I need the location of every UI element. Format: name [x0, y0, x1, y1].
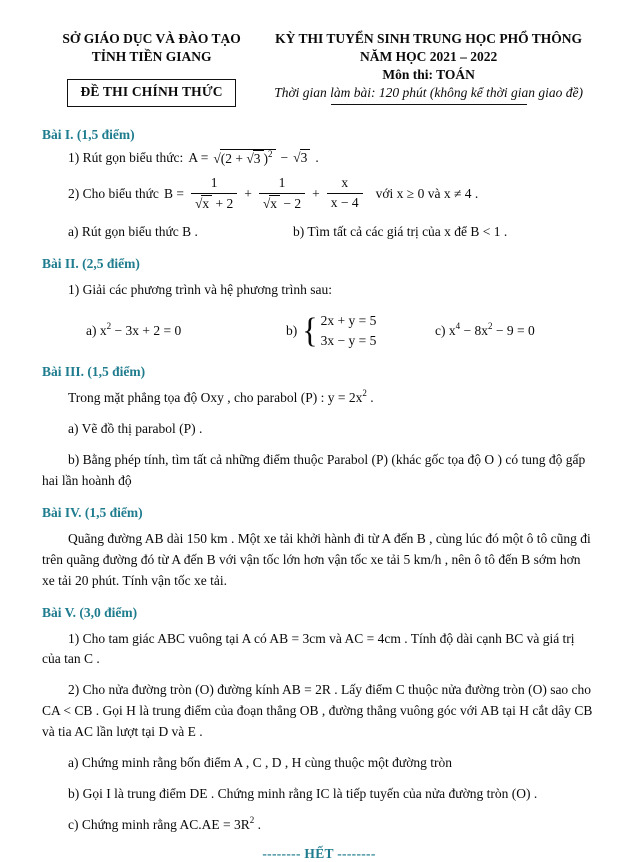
- exam-subject: Môn thi: TOÁN: [382, 67, 475, 83]
- fraction-2: [259, 175, 305, 213]
- bai5-part-b: b) Gọi I là trung điểm DE . Chứng minh rằng IC là tiếp tuyến của nửa đường tròn (O) .: [68, 786, 538, 802]
- math-text: c) Chứng minh rằng AC.AE = 3R: [68, 816, 250, 832]
- exam-title: KỲ THI TUYỂN SINH TRUNG HỌC PHỔ THÔNG: [275, 31, 583, 46]
- bai1-q2-label: 2) Cho biểu thức: [68, 185, 159, 201]
- superscript: 2: [268, 148, 273, 159]
- bai5-part-c: [42, 815, 596, 836]
- system-eq-1: 2x + y = 5: [320, 312, 377, 328]
- duration-underline: [331, 103, 527, 105]
- bai2-equation-b-system: [286, 311, 435, 352]
- math-text: x: [448, 322, 456, 338]
- superscript: 2: [249, 814, 255, 825]
- footer-het: -------- HẾT --------: [262, 845, 376, 861]
- fraction-denominator: [191, 193, 237, 213]
- math-text: − 3x + 2 = 0: [111, 322, 182, 338]
- math-plus: +: [244, 185, 252, 201]
- bai3-part-a: a) Vẽ đồ thị parabol (P) .: [68, 421, 203, 436]
- radical-x: [263, 195, 280, 213]
- radical-body: [220, 149, 276, 167]
- issuer-line-2: TỈNH TIỀN GIANG: [91, 49, 212, 65]
- fraction-3: [327, 175, 363, 212]
- math-text: ): [263, 150, 269, 166]
- math-text: Trong mặt phẳng tọa độ Oxy , cho parabol (P) : y = 2x: [68, 390, 363, 406]
- bai3-intro: [42, 388, 596, 409]
- eq-a-label: a): [86, 322, 97, 338]
- math-A-lhs: A =: [188, 149, 209, 165]
- radical-body: x: [201, 195, 212, 213]
- bai1-part-b: b) Tìm tất cả các giá trị của x để B < 1 .: [293, 224, 508, 240]
- system-eq-2: 3x − y = 5: [320, 332, 377, 348]
- fraction-numerator: 1: [278, 174, 286, 190]
- math-text: (2 +: [220, 150, 247, 166]
- bai2-intro: 1) Giải các phương trình và hệ phương trình sau:: [68, 281, 332, 297]
- math-text: − 8x: [460, 322, 488, 338]
- radical-sign: √: [246, 150, 254, 166]
- issuer-block: [42, 30, 261, 107]
- radical-outer: [213, 149, 275, 167]
- bai3-part-b: b) Bằng phép tính, tìm tất cả những điểm thuộc Parabol (P) (khác gốc tọa độ O ) có tung độ gấp hai lần hoành độ: [42, 451, 586, 488]
- section-heading-bai-5: Bài V. (3,0 điểm): [42, 604, 138, 620]
- fraction-1: [191, 175, 237, 213]
- domain-condition: với x ≥ 0 và x ≠ 4 .: [375, 185, 479, 201]
- exam-info-block: [261, 30, 596, 105]
- exam-year: NĂM HỌC 2021 – 2022: [359, 49, 498, 65]
- issuer-line-1: SỞ GIÁO DỤC VÀ ĐÀO TẠO: [62, 31, 241, 46]
- official-exam-box: [67, 79, 235, 106]
- fraction-numerator: x: [341, 175, 349, 191]
- radical-sign: √: [293, 150, 301, 166]
- system-equations: [321, 311, 377, 352]
- section-heading-bai-4: Bài IV. (1,5 điểm): [42, 504, 143, 520]
- bai2-equation-a: [86, 320, 286, 339]
- bai1-q1-label: 1) Rút gọn biểu thức:: [68, 149, 184, 165]
- radical-body: 3: [300, 149, 311, 166]
- math-minus: −: [280, 149, 289, 165]
- math-period: .: [315, 149, 319, 165]
- radical-sign: √: [194, 195, 203, 211]
- bai5-question-1: 1) Cho tam giác ABC vuông tại A có AB = 3cm và AC = 4cm . Tính độ dài cạnh BC và giá trị của tan C .: [42, 630, 575, 667]
- bai1-question-1: [42, 149, 596, 167]
- exam-body: [42, 127, 596, 862]
- math-text: − 9 = 0: [492, 322, 535, 338]
- fraction-denominator: x − 4: [327, 193, 363, 212]
- document-header: [42, 30, 596, 107]
- section-heading-bai-2: Bài II. (2,5 điểm): [42, 255, 140, 271]
- radical-body: x: [269, 195, 280, 213]
- system-brace: {: [302, 310, 318, 351]
- bai5-question-2: 2) Cho nửa đường tròn (O) đường kính AB = 2R . Lấy điểm C thuộc nửa đường tròn (O) sao cho CA < CB . Gọi H là trung điểm của đoạn thẳng OB , đường thẳng vuông góc với AB tại H cắt dây CB và tia AC lần lượt tại D và E .: [42, 682, 593, 740]
- superscript: 2: [362, 388, 367, 399]
- math-B-lhs: B =: [163, 185, 184, 201]
- section-heading-bai-3: Bài III. (1,5 điểm): [42, 364, 146, 380]
- superscript: 2: [106, 320, 112, 331]
- bai4-problem: Quãng đường AB dài 150 km . Một xe tải khởi hành đi từ A đến B , cùng lúc đó một ô tô cũng đi trên quãng đường đó từ A đến B với vận tốc lớn hơn vận tốc xe tải 5 km/h , nên ô tô đến B sớm hơn xe tải 20 phút. Tính vận tốc xe tải.: [42, 530, 591, 588]
- bai1-ab-row: [68, 222, 596, 242]
- fraction-numerator: 1: [210, 174, 218, 190]
- radical-sign: √: [262, 195, 271, 211]
- math-plus: +: [312, 185, 320, 201]
- radical-x: [195, 195, 212, 213]
- fraction-denominator: [259, 193, 305, 213]
- bai2-equations-row: [86, 311, 596, 352]
- section-heading-bai-1: Bài I. (1,5 điểm): [42, 126, 135, 142]
- math-text: x: [99, 322, 107, 338]
- bai2-equation-c: [435, 320, 596, 339]
- bai5-part-a: a) Chứng minh rằng bốn điểm A , C , D , H cùng thuộc một đường tròn: [68, 755, 452, 771]
- math-text: + 2: [212, 195, 234, 211]
- bai1-question-2: [42, 175, 596, 213]
- radical-inner: [246, 150, 263, 167]
- superscript: 2: [488, 320, 493, 331]
- math-text: − 2: [280, 195, 302, 211]
- superscript: 4: [455, 320, 461, 331]
- radical-sign: √: [213, 150, 221, 166]
- eq-c-label: c): [435, 322, 446, 338]
- official-exam-label: ĐỀ THI CHÍNH THỨC: [80, 84, 223, 100]
- math-text: .: [254, 816, 262, 832]
- radical-body: 3: [253, 150, 264, 167]
- eq-b-label: b): [286, 322, 298, 338]
- radical-sqrt3: [293, 149, 310, 166]
- exam-duration: Thời gian làm bài: 120 phút (không kể thời gian giao đề): [274, 85, 583, 101]
- bai1-part-a: a) Rút gọn biểu thức B .: [68, 224, 198, 240]
- math-text: .: [366, 390, 374, 406]
